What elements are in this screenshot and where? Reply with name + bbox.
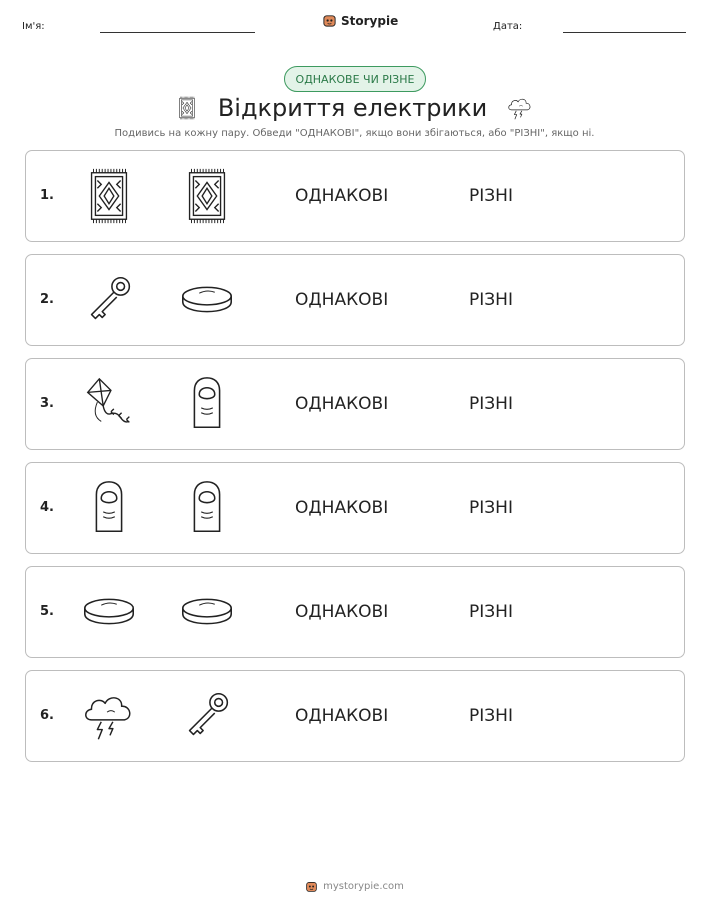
exercise-row	[25, 358, 685, 450]
row-number: 2.	[40, 292, 54, 307]
row-number: 1.	[40, 188, 54, 203]
footer-url[interactable]: mystorypie.com	[323, 881, 404, 892]
row-number: 5.	[40, 604, 54, 619]
footer	[0, 880, 709, 893]
same-option[interactable]: ОДНАКОВІ	[295, 186, 389, 206]
fingertip-icon	[176, 373, 238, 435]
exercise-row	[25, 566, 685, 658]
exercise-row	[25, 254, 685, 346]
kite-icon	[78, 373, 140, 435]
row-number: 3.	[40, 396, 54, 411]
name-line[interactable]	[100, 32, 255, 33]
soap-bar-icon	[176, 269, 238, 331]
title-row	[0, 90, 709, 126]
storm-cloud-icon	[505, 93, 535, 123]
key-icon	[176, 685, 238, 747]
row-number: 4.	[40, 500, 54, 515]
instructions: Подивись на кожну пару. Обведи "ОДНАКОВІ", якщо вони збігаються, або "РІЗНІ", якщо ні.	[114, 128, 595, 139]
date-label: Дата:	[493, 21, 523, 32]
page-title: Відкриття електрики	[217, 94, 488, 122]
same-option[interactable]: ОДНАКОВІ	[295, 706, 389, 726]
name-label: Ім'я:	[22, 21, 45, 32]
same-option[interactable]: ОДНАКОВІ	[295, 602, 389, 622]
different-option[interactable]: РІЗНІ	[469, 186, 513, 206]
different-option[interactable]: РІЗНІ	[469, 498, 513, 518]
soap-bar-icon	[176, 581, 238, 643]
same-option[interactable]: ОДНАКОВІ	[295, 498, 389, 518]
same-option[interactable]: ОДНАКОВІ	[295, 290, 389, 310]
exercise-row	[25, 462, 685, 554]
row-number: 6.	[40, 708, 54, 723]
exercise-list	[25, 150, 685, 774]
different-option[interactable]: РІЗНІ	[469, 290, 513, 310]
exercise-row	[25, 150, 685, 242]
storm-cloud-icon	[78, 685, 140, 747]
storypie-logo-icon	[305, 880, 318, 893]
date-line[interactable]	[563, 32, 686, 33]
rug-icon	[174, 93, 200, 123]
different-option[interactable]: РІЗНІ	[469, 706, 513, 726]
brand-name: Storypie	[341, 13, 399, 28]
different-option[interactable]: РІЗНІ	[469, 602, 513, 622]
fingertip-icon	[78, 477, 140, 539]
worksheet-type-badge: ОДНАКОВЕ ЧИ РІЗНЕ	[284, 66, 426, 92]
exercise-row	[25, 670, 685, 762]
soap-bar-icon	[78, 581, 140, 643]
storypie-logo-icon	[322, 13, 337, 28]
same-option[interactable]: ОДНАКОВІ	[295, 394, 389, 414]
brand-logo	[322, 13, 398, 28]
key-icon	[78, 269, 140, 331]
different-option[interactable]: РІЗНІ	[469, 394, 513, 414]
fingertip-icon	[176, 477, 238, 539]
rug-icon	[78, 165, 140, 227]
rug-icon	[176, 165, 238, 227]
